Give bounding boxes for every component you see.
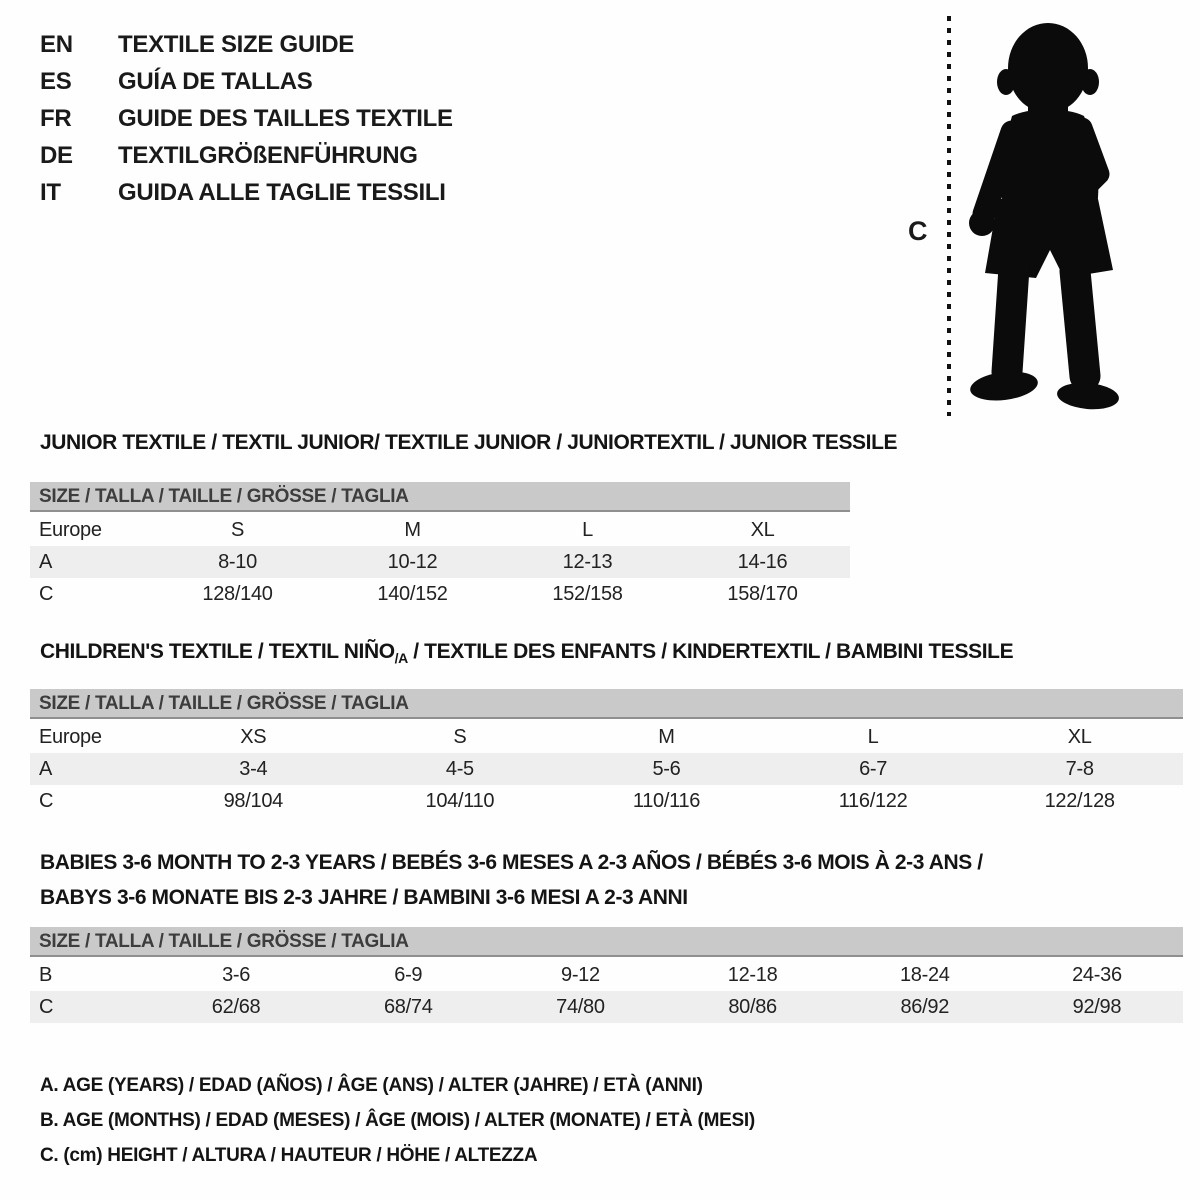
height-cell: 128/140 (202, 582, 273, 605)
age-cell: 5-6 (652, 757, 681, 780)
table-row-months (30, 959, 1183, 991)
row-label: B (39, 963, 53, 986)
height-cell: 62/68 (211, 995, 261, 1018)
legend-line-age-years: A. AGE (YEARS) / EDAD (AÑOS) / ÂGE (ANS) / ALTER (JAHRE) / ETÀ (ANNI) (40, 1075, 703, 1096)
size-cell: S (453, 725, 467, 748)
babies-size-table (30, 959, 1183, 1023)
row-label: A (39, 757, 53, 780)
language-row-it (40, 174, 453, 211)
height-cell: 86/92 (900, 995, 950, 1018)
table-row-height (30, 785, 1183, 817)
children-section-title (40, 640, 1013, 666)
children-title-subscript: /A (394, 650, 408, 666)
height-cell: 110/116 (632, 789, 701, 812)
language-title-list (40, 26, 453, 211)
language-row-de (40, 137, 453, 174)
language-title: TEXTILGRÖßENFÜHRUNG (118, 141, 418, 169)
babies-title-line2: BABYS 3-6 MONATE BIS 2-3 JAHRE / BAMBINI 3-6 MESI A 2-3 ANNI (40, 886, 688, 909)
months-cell: 6-9 (394, 963, 423, 986)
babies-section-title (40, 845, 983, 915)
height-cell: 158/170 (727, 582, 798, 605)
height-cell: 116/122 (838, 789, 908, 812)
junior-size-header-bar: SIZE / TALLA / TAILLE / GRÖSSE / TAGLIA (30, 482, 850, 512)
row-label: C (39, 789, 54, 812)
age-cell: 4-5 (445, 757, 474, 780)
height-cell: 68/74 (383, 995, 433, 1018)
height-cell: 140/152 (377, 582, 448, 605)
months-cell: 3-6 (222, 963, 251, 986)
legend-line-age-months: B. AGE (MONTHS) / EDAD (MESES) / ÂGE (MOIS) / ALTER (MONATE) / ETÀ (MESI) (40, 1110, 755, 1131)
age-cell: 10-12 (387, 550, 438, 573)
children-size-table (30, 721, 1183, 817)
children-title-prefix: CHILDREN'S TEXTILE / TEXTIL NIÑO (40, 640, 395, 663)
age-cell: 8-10 (218, 550, 257, 573)
months-cell: 9-12 (561, 963, 600, 986)
row-label: C (39, 995, 54, 1018)
language-row-es (40, 63, 453, 100)
months-cell: 18-24 (899, 963, 950, 986)
height-cell: 74/80 (556, 995, 605, 1018)
legend-line-height-cm: C. (cm) HEIGHT / ALTURA / HAUTEUR / HÖHE / ALTEZZA (40, 1145, 538, 1166)
height-cell: 152/158 (552, 582, 623, 605)
language-title: GUÍA DE TALLAS (118, 67, 313, 95)
row-label: A (39, 550, 53, 573)
age-cell: 7-8 (1065, 757, 1094, 780)
row-label: Europe (39, 518, 102, 541)
size-cell: M (658, 725, 675, 748)
height-cell: 122/128 (1044, 789, 1115, 812)
height-cell: 98/104 (223, 789, 283, 812)
babies-size-header-bar: SIZE / TALLA / TAILLE / GRÖSSE / TAGLIA (30, 927, 1183, 957)
size-cell: XL (1067, 725, 1092, 748)
language-title: TEXTILE SIZE GUIDE (118, 30, 354, 58)
language-row-fr (40, 100, 453, 137)
language-title: GUIDE DES TAILLES TEXTILE (118, 104, 453, 132)
language-code: FR (40, 104, 72, 132)
table-row-age (30, 546, 850, 578)
age-cell: 12-13 (562, 550, 613, 573)
toddler-silhouette-icon (960, 16, 1145, 418)
language-code: IT (40, 178, 61, 206)
table-row-europe (30, 721, 1183, 753)
table-row-height (30, 578, 850, 610)
row-label: C (39, 582, 54, 605)
language-code: EN (40, 30, 73, 58)
size-cell: S (230, 518, 245, 541)
language-code: DE (40, 141, 73, 169)
children-size-header-bar: SIZE / TALLA / TAILLE / GRÖSSE / TAGLIA (30, 689, 1183, 719)
children-title-suffix: / TEXTILE DES ENFANTS / KINDERTEXTIL / BAMBINI TESSILE (407, 640, 1014, 663)
months-cell: 12-18 (727, 963, 778, 986)
junior-section-title: JUNIOR TEXTILE / TEXTIL JUNIOR/ TEXTILE JUNIOR / JUNIORTEXTIL / JUNIOR TESSILE (40, 431, 898, 454)
height-cell: 92/98 (1072, 995, 1122, 1018)
height-cell: 80/86 (728, 995, 777, 1018)
table-row-age (30, 753, 1183, 785)
table-row-height (30, 991, 1183, 1023)
height-measure-label: C (908, 216, 928, 246)
size-cell: L (582, 518, 593, 541)
age-cell: 6-7 (859, 757, 888, 780)
months-cell: 24-36 (1072, 963, 1122, 986)
size-cell: L (867, 725, 879, 748)
age-cell: 14-16 (737, 550, 788, 573)
legend (40, 1068, 755, 1173)
height-cell: 104/110 (425, 789, 495, 812)
size-cell: M (404, 518, 421, 541)
babies-title-line1: BABIES 3-6 MONTH TO 2-3 YEARS / BEBÉS 3-6 MESES A 2-3 AÑOS / BÉBÉS 3-6 MOIS À 2-3 ANS / (40, 851, 983, 874)
size-cell: XS (240, 725, 267, 748)
junior-size-table (30, 514, 850, 610)
size-cell: XL (750, 518, 775, 541)
language-row-en (40, 26, 453, 63)
language-code: ES (40, 67, 72, 95)
language-title: GUIDA ALLE TAGLIE TESSILI (118, 178, 446, 206)
height-dashed-line (946, 16, 952, 416)
row-label: Europe (39, 725, 102, 748)
age-cell: 3-4 (239, 757, 268, 780)
table-row-europe (30, 514, 850, 546)
